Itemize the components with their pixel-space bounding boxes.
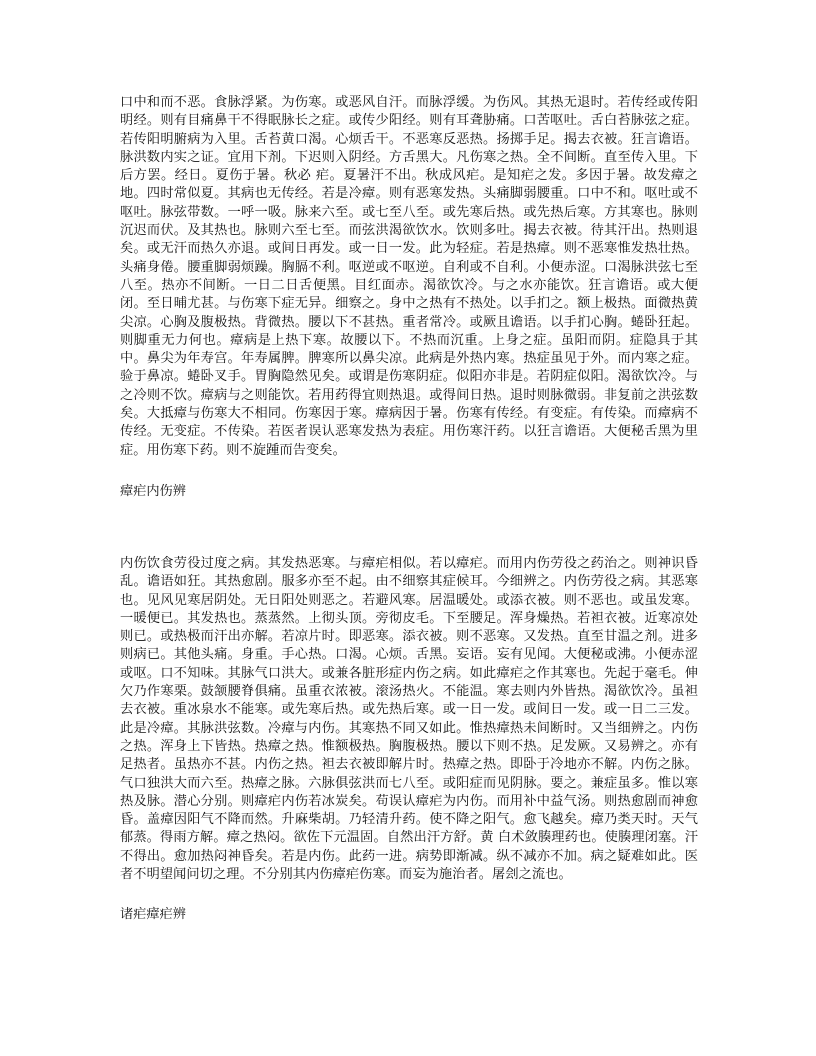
section-heading-malaria-types: 诸疟瘴疟辨 bbox=[120, 907, 186, 923]
document-page bbox=[120, 88, 698, 924]
body-paragraph-1: 口中和而不恶。食脉浮紧。为伤寒。或恶风自汗。而脉浮缓。为伤风。其热无退时。若传经或传阳明经。则有目痛鼻干不得眠脉长之症。或传少阳经。则有耳聋胁痛。口苦呕吐。舌白苔脉弦之症。若传阳明腑病为入里。舌苔黄口渴。心烦舌干。不恶寒反恶热。扬掷手足。揭去衣被。狂言谵语。脉洪数内实之证。宜用下剂。下迟则入阴经。方舌黑大。凡伤寒之热。全不间断。直至传入里。下后方罢。经日。夏伤于暑。秋必 疟。夏暑汗不出。秋成风疟。是知疟之发。多因于暑。故发瘴之地。四时常似夏。其病也无传经。若是冷瘴。则有恶寒发热。头痛脚弱腰重。口中不和。呕吐或不呕吐。脉弦带数。一呼一吸。脉来六至。或七至八至。或先寒后热。或先热后寒。方其寒也。脉则沉迟而伏。及其热也。脉则六至七至。而弦洪渴欲饮水。饮则多吐。揭去衣被。待其汗出。热则退矣。或无汗而热久亦退。或间日再发。或一日一发。此为轻症。若是热瘴。则不恶寒惟发热壮热。头痛身倦。腰重脚弱烦躁。胸膈不利。呕逆或不呕逆。自利或不自利。小便赤涩。口渴脉洪弦七至八至。热亦不间断。一日二日舌便黑。目红面赤。渴欲饮冷。与之水亦能饮。狂言谵语。或大便闭。至日晡尤甚。与伤寒下症无异。细察之。身中之热有不热处。以手扪之。额上极热。面微热黄尖凉。心胸及腹极热。背微热。腰以下不甚热。重者常冷。或厥且谵语。以手扪心胸。蜷卧狂起。则脚重无力何也。瘴病是上热下寒。故腰以下。不热而沉重。上身之症。虽阳而阴。症隐具于其中。鼻尖为年寿宫。年寿属脾。脾寒所以鼻尖凉。此病是外热内寒。热症虽见于外。而内寒之症。验于鼻凉。蜷卧叉手。胃胸隐然见矣。或谓是伤寒阴症。似阳亦非是。若阴症似阳。渴欲饮冷。与之冷则不饮。瘴病与之则能饮。若用药得宜则热退。或得间日热。退时则脉微弱。非复前之洪弦数矣。大抵瘴与伤寒大不相同。伤寒因于寒。瘴病因于暑。伤寒有传经。有变症。有传染。而瘴病不传经。无变症。不传染。若医者误认恶寒发热为表症。用伤寒汗药。以狂言谵语。大便秘舌黑为里症。用伤寒下药。则不旋踵而告变矣。 bbox=[120, 95, 698, 458]
section-heading-internal-injury: 瘴疟内伤辨 bbox=[120, 483, 186, 499]
body-paragraph-2: 内伤饮食劳役过度之病。其发热恶寒。与瘴疟相似。若以瘴疟。而用内伤劳役之药治之。则神识昏乱。谵语如狂。其热愈剧。服多亦至不起。由不细察其症候耳。今细辨之。内伤劳役之病。其恶寒也。见风见寒居阴处。无日阳处则恶之。若避风寒。居温暖处。或添衣被。则不恶也。或虽发寒。一暖便已。其发热也。蒸蒸然。上彻头顶。旁彻皮毛。下至腰足。浑身燥热。若袒衣被。近寒凉处则已。或热极而汗出亦解。若凉片时。即恶寒。添衣被。则不恶寒。又发热。直至甘温之剂。进多则病已。其他头痛。身重。手心热。口渴。心烦。舌黑。妄语。妄有见闻。大便秘或沸。小便赤涩或呕。口不知味。其脉气口洪大。或兼各脏形症内伤之病。如此瘴疟之作其寒也。先起于毫毛。伸欠乃作寒栗。鼓颔腰脊俱痛。虽重衣浓被。滚汤热火。不能温。寒去则内外皆热。渴欲饮冷。虽袒去衣被。重冰泉水不能寒。或先寒后热。或先热后寒。或一日一发。或间日一发。或一日二三发。此是冷瘴。其脉洪弦数。冷瘴与内伤。其寒热不同又如此。惟热瘴热未间断时。又当细辨之。内伤之热。浑身上下皆热。热瘴之热。惟额极热。胸腹极热。腰以下则不热。足发厥。又易辨之。亦有足热者。虽热亦不甚。内伤之热。袒去衣被即解片时。热瘴之热。即卧于冷地亦不解。内伤之脉。气口独洪大而六至。热瘴之脉。六脉俱弦洪而七八至。或阳症而见阴脉。要之。兼症虽多。惟以寒热及脉。潜心分别。则瘴疟内伤若冰炭矣。苟误认瘴疟为内伤。而用补中益气汤。则热愈剧而神愈昏。盖瘴因阳气不降而然。升麻柴胡。乃轻清升药。使不降之阳气。愈飞越矣。瘴乃类天时。天气郁蒸。得雨方解。瘴之热闷。欲佐下元温固。自然出汗方舒。黄 白术敛腠理药也。使腠理闭塞。汗不得出。愈加热闷神昏矣。若是内伤。此药一进。病势即渐减。纵不减亦不加。病之疑难如此。医者不明望闻问切之理。不分别其内伤瘴疟伤寒。而妄为施治者。屠刽之流也。 bbox=[120, 555, 698, 882]
